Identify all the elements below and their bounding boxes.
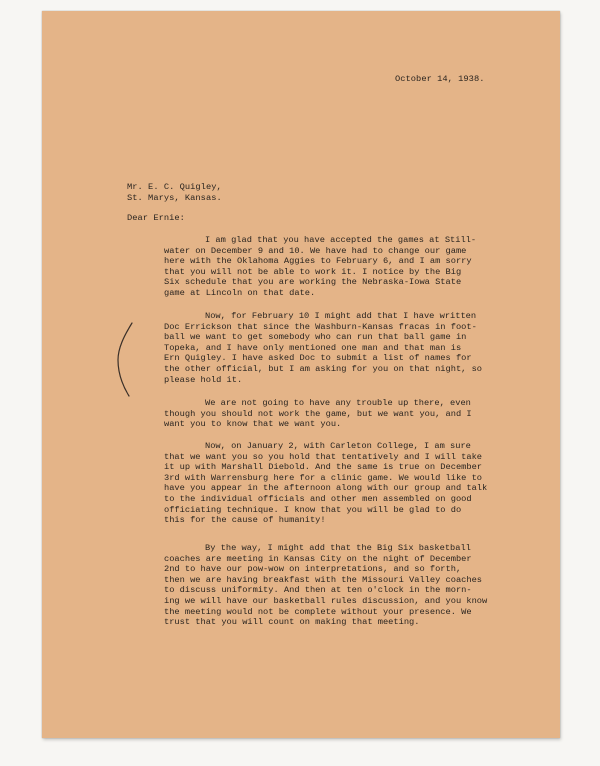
paragraph-line: 2nd to have our pow-wow on interpretations, and so forth, bbox=[164, 564, 462, 575]
paragraph-4 bbox=[164, 441, 524, 526]
paragraph-line: please hold it. bbox=[164, 374, 243, 385]
paragraph-line: want you to know that we want you. bbox=[164, 419, 342, 430]
paragraph-line: that we want you so you hold that tentatively and I will take bbox=[164, 451, 483, 462]
paragraph-line: Now, on January 2, with Carleton College, I am sure bbox=[205, 441, 471, 451]
paragraph-line: then we are having breakfast with the Missouri Valley coaches bbox=[164, 574, 483, 585]
paragraph-line: ing we will have our basketball rules discussion, and you know bbox=[164, 595, 488, 606]
salutation: Dear Ernie: bbox=[127, 213, 185, 223]
paragraph-line: ball we want to get somebody who can run that ball game in bbox=[164, 332, 467, 343]
paragraph-line: Ern Quigley. I have asked Doc to submit a list of names for bbox=[164, 353, 472, 364]
paragraph-line: here with the Oklahoma Aggies to February 6, and I am sorry bbox=[164, 256, 472, 267]
paragraph-line: Doc Errickson that since the Washburn-Kansas fracas in foot- bbox=[164, 321, 477, 332]
paragraph-line: We are not going to have any trouble up there, even bbox=[205, 398, 471, 408]
paragraph-line: trust that you will count on making that meeting. bbox=[164, 617, 420, 628]
paragraph-line: to the individual officials and other men assembled on good bbox=[164, 493, 472, 504]
paragraph-line: I am glad that you have accepted the games at Still- bbox=[205, 235, 477, 245]
paragraph-line: the meeting would not be complete without your presence. We bbox=[164, 606, 472, 617]
paragraph-line: Topeka, and I have only mentioned one man and that man is bbox=[164, 342, 462, 353]
paragraph-line: coaches are meeting in Kansas City on the night of December bbox=[164, 553, 472, 564]
paragraph-5 bbox=[164, 543, 524, 628]
paragraph-3 bbox=[164, 398, 524, 430]
letter-date: October 14, 1938. bbox=[395, 74, 485, 84]
paragraph-line: Now, for February 10 I might add that I have written bbox=[205, 311, 477, 321]
recipient-address: St. Marys, Kansas. bbox=[127, 193, 222, 203]
paragraph-line: this for the cause of humanity! bbox=[164, 515, 326, 526]
recipient-name: Mr. E. C. Quigley, bbox=[127, 182, 222, 192]
paragraph-line: though you should not work the game, but we want you, and I bbox=[164, 408, 472, 419]
paragraph-line: have you appear in the afternoon along with our group and talk bbox=[164, 483, 488, 494]
paragraph-line: 3rd with Warrensburg here for a clinic game. We would like to bbox=[164, 472, 483, 483]
paragraph-2 bbox=[164, 311, 524, 385]
paragraph-line: to discuss uniformity. And then at ten o'clock in the morn- bbox=[164, 585, 472, 596]
paragraph-line: Six schedule that you are working the Nebraska-Iowa State bbox=[164, 277, 462, 288]
paragraph-line: the other official, but I am asking for you on that night, so bbox=[164, 363, 483, 374]
paragraph-line: it up with Marshall Diebold. And the same is true on December bbox=[164, 462, 483, 473]
paragraph-line: that you will not be able to work it. I notice by the Big bbox=[164, 266, 462, 277]
paragraph-line: game at Lincoln on that date. bbox=[164, 287, 316, 298]
paragraph-line: By the way, I might add that the Big Six basketball bbox=[205, 543, 471, 553]
margin-pencil-mark bbox=[112, 320, 142, 400]
paragraph-line: officiating technique. I know that you will be glad to do bbox=[164, 504, 462, 515]
paragraph-1 bbox=[164, 235, 524, 299]
paragraph-line: water on December 9 and 10. We have had to change our game bbox=[164, 245, 467, 256]
